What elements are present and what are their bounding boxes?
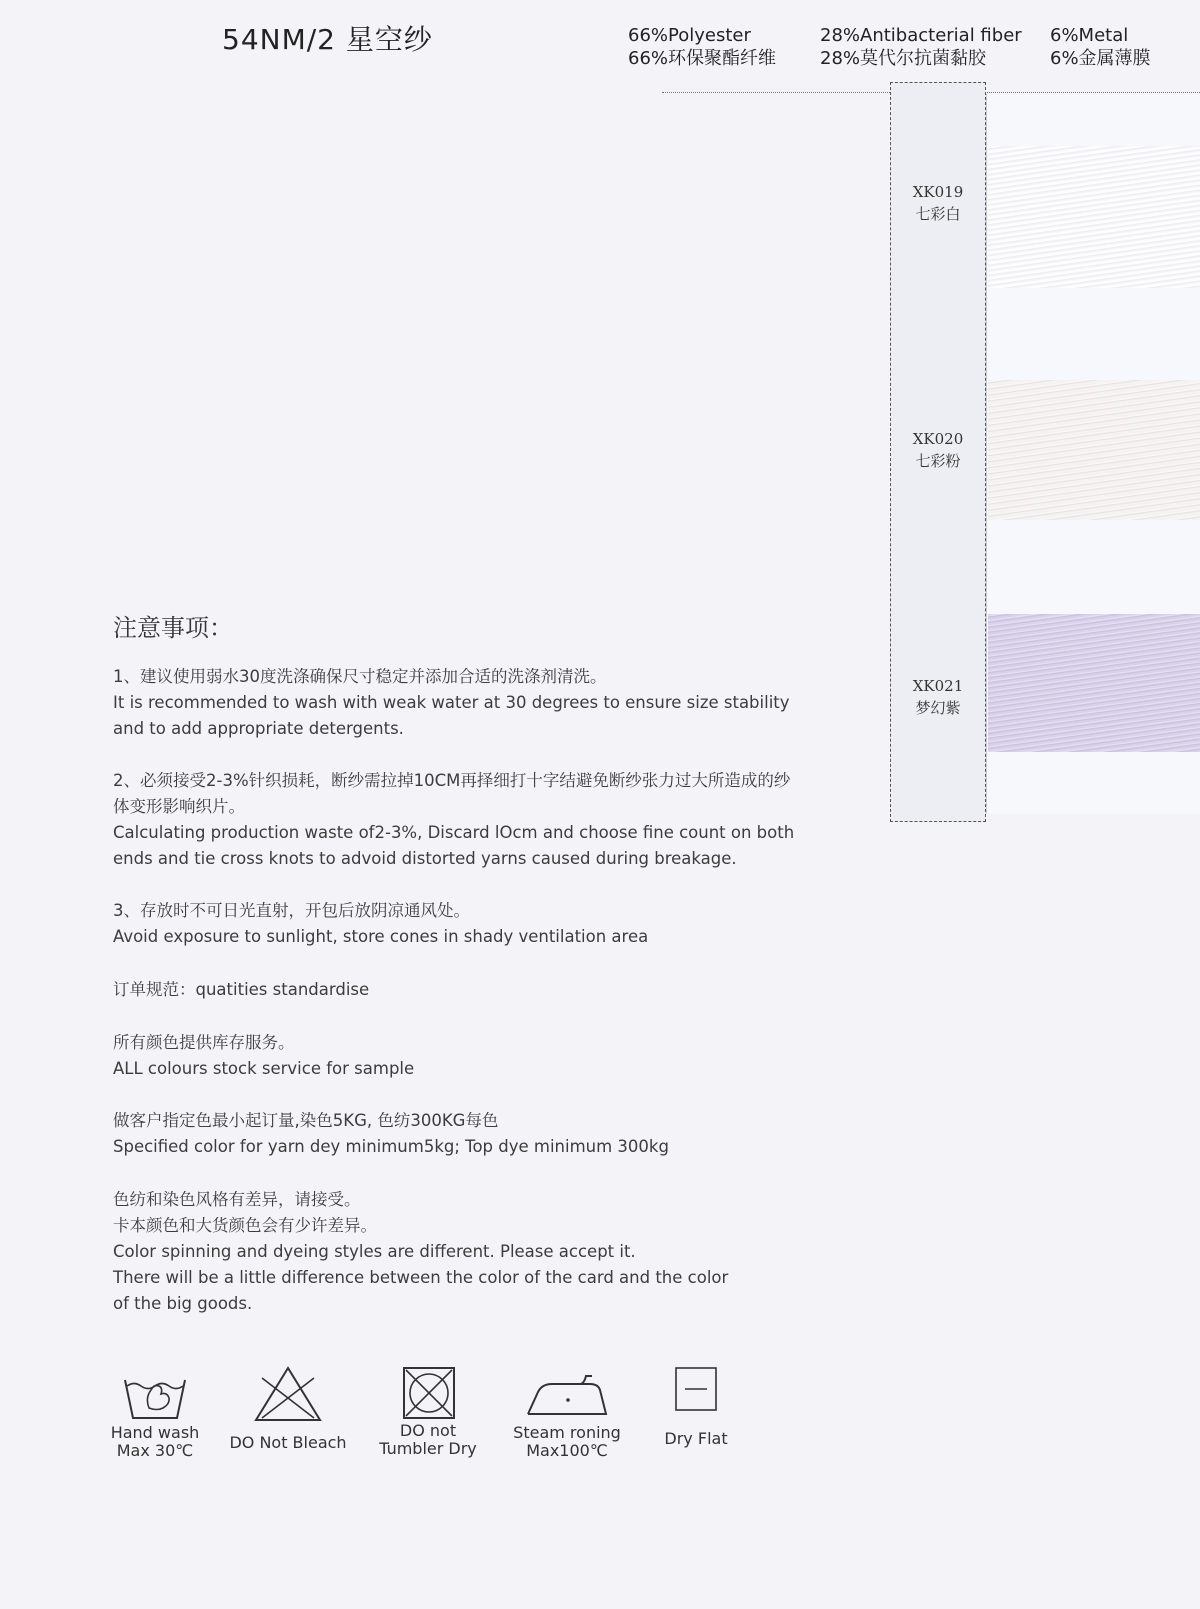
- hand-wash-icon: [119, 1364, 191, 1424]
- note-storage: 3、存放时不可日光直射，开包后放阴凉通风处。 Avoid exposure to sunlight, store cones in shady ventilation area: [113, 901, 649, 946]
- yarn-swatch-xk019: [988, 146, 1200, 288]
- care-do-not-bleach: DO Not Bleach: [228, 1364, 348, 1452]
- yarn-swatch-xk021: [988, 614, 1200, 752]
- care-hand-wash: Hand wash Max 30℃: [100, 1364, 210, 1460]
- notes-heading: 注意事项：: [113, 614, 233, 642]
- composition-antibacterial: 28%Antibacterial fiber 28%莫代尔抗菌黏胶: [820, 25, 1022, 69]
- yarn-swatch-xk020: [988, 380, 1200, 520]
- care-dry-flat: Dry Flat: [650, 1364, 742, 1448]
- note-minimum-order: 做客户指定色最小起订量,染色5KG, 色纺300KG每色 Specified color for yarn dey minimum5kg; Top dye minimum 300kg: [113, 1111, 669, 1156]
- do-not-tumble-dry-icon: [398, 1364, 458, 1422]
- note-wash: 1、建议使用弱水30度洗涤确保尺寸稳定并添加合适的洗涤剂清洗。 It is recommended to wash with weak water at 30 degrees to ensure size stability and to add appropriate detergents.: [113, 667, 790, 738]
- sample-label-xk020: XK020 七彩粉: [912, 430, 964, 470]
- composition-polyester: 66%Polyester 66%环保聚酯纤维: [628, 25, 777, 69]
- note-order-standard: 订单规范：quatities standardise: [113, 980, 370, 999]
- note-color-difference: 色纺和染色风格有差异，请接受。 卡本颜色和大货颜色会有少许差异。 Color spinning and dyeing styles are different. Please accept it. There will be a little difference between the color of the card and the color of the big goods.: [113, 1190, 729, 1313]
- steam-iron-icon: [522, 1364, 612, 1424]
- care-steam-iron: Steam roning Max100℃: [502, 1364, 632, 1460]
- note-stock-service: 所有颜色提供库存服务。 ALL colours stock service for sample: [113, 1033, 415, 1078]
- composition-metal: 6%Metal 6%金属薄膜: [1050, 25, 1151, 69]
- note-production-waste: 2、必须接受2-3%针织损耗，断纱需拉掉10CM再择细打十字结避免断纱张力过大所造成的纱 体变形影响织片。 Calculating production waste of2-3%, Discard lOcm and choose fine count on both ends and tie cross knots to advoid distorted yarns caused during breakage.: [113, 771, 795, 868]
- care-do-not-tumble-dry: DO not Tumbler Dry: [372, 1364, 484, 1458]
- sample-label-xk021: XK021 梦幻紫: [912, 677, 964, 717]
- product-title: 54NM/2 星空纱: [222, 23, 433, 56]
- do-not-bleach-icon: [252, 1364, 324, 1424]
- dry-flat-icon: [670, 1364, 722, 1418]
- sample-label-xk019: XK019 七彩白: [912, 183, 964, 223]
